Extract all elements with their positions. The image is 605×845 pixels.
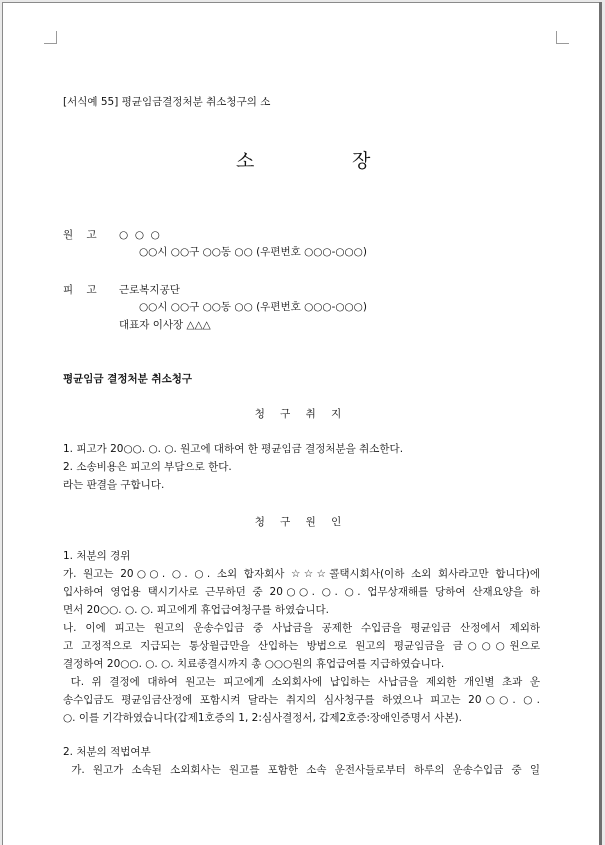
paragraph-line: 송수입금도 평균임금산정에 포함시켜 달라는 취지의 심사청구를 하였으나 피고는 20○○. ○. bbox=[63, 694, 540, 706]
plaintiff-address: ○○시 ○○구 ○○동 ○○ (우편번호 ○○○-○○○) bbox=[139, 246, 367, 258]
paragraph-line: ○. 이를 기각하였습니다(갑제1호증의 1, 2:심사결정서, 갑제2호증:장애인증명서 사본). bbox=[63, 712, 462, 724]
defendant-address: ○○시 ○○구 ○○동 ○○ (우편번호 ○○○-○○○) bbox=[139, 301, 367, 313]
paragraph-line: 다. 위 결정에 대하여 원고는 피고에게 소외회사에 납입하는 사납금을 제외한 개인별 초과 운 bbox=[63, 676, 540, 688]
form-label: [서식예 55] 평균임금결정처분 취소청구의 소 bbox=[63, 96, 271, 108]
paragraph-line: 고 고정적으로 지급되는 통상월급만을 산입하는 방법으로 원고의 평균임금을 금○○○원으로 bbox=[63, 640, 540, 652]
section-heading: 2. 처분의 적법여부 bbox=[63, 746, 151, 758]
claim-line: 2. 소송비용은 피고의 부담으로 한다. bbox=[63, 461, 232, 473]
paragraph-line: 나. 이에 피고는 원고의 운송수입금 중 사납금을 공제한 수입금을 평균임금 산정에서 제외하 bbox=[63, 622, 540, 634]
document-page bbox=[2, 2, 599, 845]
claim-heading: 청 구 취 지 bbox=[254, 408, 348, 420]
plaintiff-label: 원 고 bbox=[63, 229, 97, 241]
cause-heading: 청 구 원 인 bbox=[254, 516, 348, 528]
defendant-representative: 대표자 이사장 △△△ bbox=[119, 319, 211, 331]
defendant-name: 근로복지공단 bbox=[119, 284, 180, 296]
claim-line: 라는 판결을 구합니다. bbox=[63, 479, 165, 491]
paragraph-line: 입사하여 영업용 택시기사로 근무하던 중 20○○. ○. ○. 업무상재해를 당하여 산재요양을 하 bbox=[63, 586, 540, 598]
plaintiff-name: ○ ○ ○ bbox=[119, 229, 160, 241]
paragraph-line: 결정하여 20○○. ○. ○. 치료종결시까지 총 ○○○원의 휴업급여를 지급하였습니다. bbox=[63, 658, 445, 670]
title-char-2: 장 bbox=[352, 150, 371, 172]
defendant-label: 피 고 bbox=[63, 284, 97, 296]
case-name: 평균임금 결정처분 취소청구 bbox=[63, 373, 193, 385]
claim-line: 1. 피고가 20○○. ○. ○. 원고에 대하여 한 평균임금 결정처분을 취소한다. bbox=[63, 443, 404, 455]
paragraph-line: 면서 20○○. ○. ○. 피고에게 휴업급여청구를 하였습니다. bbox=[63, 604, 329, 616]
paragraph-line: 가. 원고는 20○○. ○. ○. 소외 합자회사 ☆☆☆콜택시회사(이하 소외 회사라고만 합니다)에 bbox=[63, 568, 540, 580]
corner-mark-top-right bbox=[556, 31, 569, 44]
paragraph-line: 가. 원고가 소속된 소외회사는 원고를 포함한 소속 운전사들로부터 하루의 운송수입금 중 일 bbox=[63, 764, 540, 776]
corner-mark-top-left bbox=[44, 31, 57, 44]
section-heading: 1. 처분의 경위 bbox=[63, 550, 131, 562]
title-char-1: 소 bbox=[236, 150, 255, 172]
